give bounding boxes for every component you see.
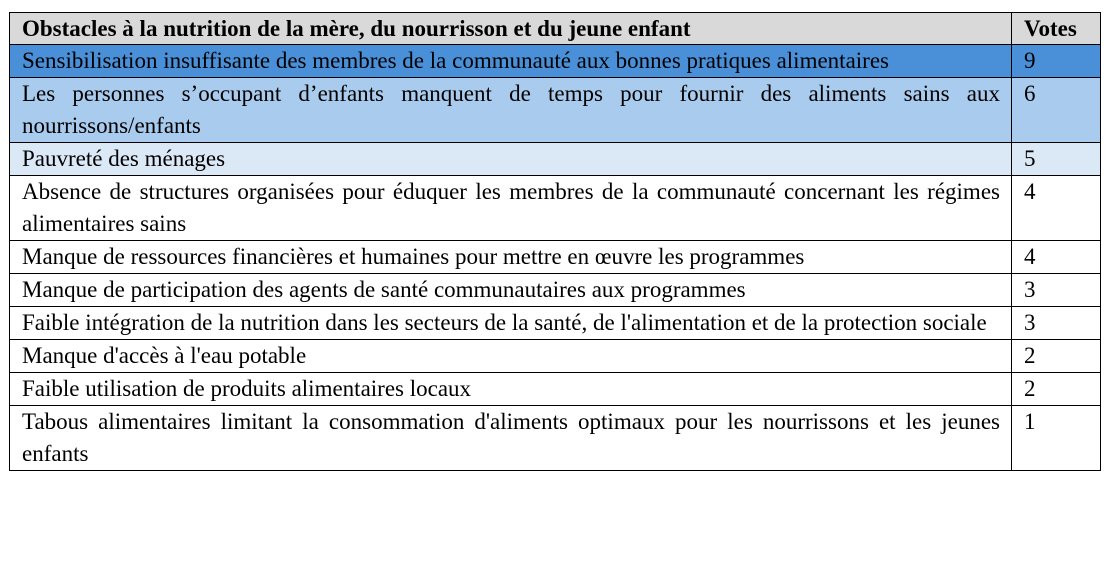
- obstacle-cell: Manque de participation des agents de santé communautaires aux programmes: [10, 274, 1012, 307]
- table-row: [10, 45, 1101, 78]
- votes-cell: 1: [1012, 406, 1101, 471]
- table-row: [10, 241, 1101, 274]
- table-header-row: [10, 13, 1101, 45]
- column-header-votes: Votes: [1012, 13, 1101, 45]
- votes-cell: 4: [1012, 241, 1101, 274]
- column-header-obstacle: Obstacles à la nutrition de la mère, du nourrisson et du jeune enfant: [10, 13, 1012, 45]
- votes-cell: 2: [1012, 373, 1101, 406]
- votes-cell: 6: [1012, 78, 1101, 143]
- obstacle-cell: Manque d'accès à l'eau potable: [10, 340, 1012, 373]
- table-row: [10, 340, 1101, 373]
- votes-cell: 4: [1012, 176, 1101, 241]
- votes-cell: 2: [1012, 340, 1101, 373]
- obstacle-cell: Absence de structures organisées pour éduquer les membres de la communauté concernant les régimes alimentaires sains: [10, 176, 1012, 241]
- table-row: [10, 274, 1101, 307]
- obstacle-cell: Manque de ressources financières et humaines pour mettre en œuvre les programmes: [10, 241, 1012, 274]
- votes-cell: 9: [1012, 45, 1101, 78]
- obstacle-cell: Faible utilisation de produits alimentaires locaux: [10, 373, 1012, 406]
- table-row: [10, 373, 1101, 406]
- obstacle-cell: Les personnes s’occupant d’enfants manquent de temps pour fournir des aliments sains aux nourrissons/enfants: [10, 78, 1012, 143]
- table-row: [10, 406, 1101, 471]
- table-row: [10, 78, 1101, 143]
- votes-cell: 5: [1012, 143, 1101, 176]
- votes-cell: 3: [1012, 307, 1101, 340]
- obstacles-votes-table: [9, 12, 1101, 471]
- table-row: [10, 176, 1101, 241]
- table-row: [10, 143, 1101, 176]
- votes-cell: 3: [1012, 274, 1101, 307]
- obstacle-cell: Faible intégration de la nutrition dans les secteurs de la santé, de l'alimentation et de la protection sociale: [10, 307, 1012, 340]
- table-row: [10, 307, 1101, 340]
- obstacle-cell: Sensibilisation insuffisante des membres de la communauté aux bonnes pratiques alimentaires: [10, 45, 1012, 78]
- obstacle-cell: Pauvreté des ménages: [10, 143, 1012, 176]
- obstacle-cell: Tabous alimentaires limitant la consommation d'aliments optimaux pour les nourrissons et les jeunes enfants: [10, 406, 1012, 471]
